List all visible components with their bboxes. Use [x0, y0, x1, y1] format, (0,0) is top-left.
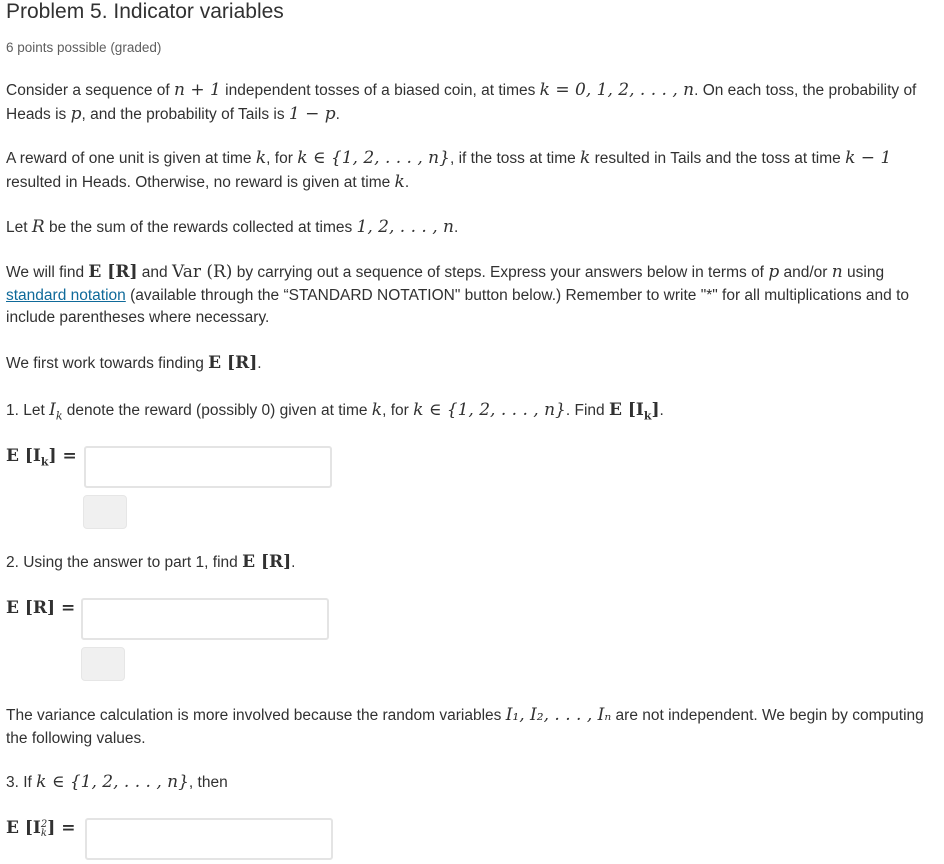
math: R — [31, 217, 45, 237]
math: k ∈ {1, 2, . . . , n} — [297, 148, 450, 168]
question-3-prompt: 3. If k ∈ {1, 2, . . . , n}, then — [6, 772, 228, 792]
question-3-lhs: E [I2 k] = — [6, 818, 76, 839]
math: k — [371, 400, 383, 420]
answer-input-2[interactable] — [81, 598, 329, 640]
math: Var (R) — [171, 262, 233, 282]
math: k — [255, 148, 267, 168]
math: k — [394, 171, 405, 192]
answer-input-3[interactable] — [85, 818, 333, 860]
problem-title: Problem 5. Indicator variables — [6, 0, 284, 23]
answer-preview-1 — [83, 495, 127, 529]
standard-notation-link[interactable]: standard notation — [6, 286, 126, 304]
question-1-prompt: 1. Let $I_k$ denote the reward (possibly 0) given at time k, for k ∈ {1, 2, . . . , n}. Find E $[I_k]$. — [6, 400, 664, 423]
question-2-lhs: E [R] = — [6, 598, 76, 618]
math: E [R] — [88, 262, 138, 282]
intro-paragraph-4: We will find E [R] and Var (R) by carrying out a sequence of steps. Express your answers below in terms of p and/or n using standard notation (available through the “STANDARD NOTATION" button below.) Remember to write "*" for all multiplications and to include parentheses where necessary. — [6, 262, 909, 326]
math: 1 − p — [288, 103, 336, 124]
math: k = 0, 1, 2, . . . , n — [539, 80, 695, 100]
answer-preview-2 — [81, 647, 125, 681]
answer-input-1[interactable] — [84, 446, 332, 488]
math: n + 1 — [174, 80, 221, 100]
math: k ∈ {1, 2, . . . , n} — [413, 400, 566, 420]
intro-paragraph-2: A reward of one unit is given at time k, for k ∈ {1, 2, . . . , n}, if the toss at time k resulted in Tails and the toss at time k − 1 resulted in Heads. Otherwise, no reward is given at time k. — [6, 148, 892, 192]
intro-paragraph-1: Consider a sequence of n + 1 independent tosses of a biased coin, at times k = 0, 1, 2, . . . , n. On each toss, the probability of Heads is p, and the probability of Tails is 1 − p. — [6, 80, 917, 124]
math: k ∈ {1, 2, . . . , n} — [36, 772, 189, 792]
math: 1, 2, . . . , n — [356, 217, 454, 237]
math: E [R] — [208, 353, 258, 373]
math: p — [768, 262, 780, 282]
intro-paragraph-3: Let R be the sum of the rewards collected at times 1, 2, . . . , n. — [6, 217, 459, 237]
math: E $[I_k]$ — [608, 400, 660, 423]
math: I₁, I₂, . . . , Iₙ — [505, 705, 612, 725]
intro-paragraph-5: We first work towards finding E [R]. — [6, 353, 262, 373]
math: n — [831, 262, 843, 282]
math: k — [580, 148, 591, 168]
question-2-prompt: 2. Using the answer to part 1, find E [R]. — [6, 552, 296, 572]
math: p — [70, 103, 82, 124]
variance-intro-paragraph: The variance calculation is more involved because the random variables I₁, I₂, . . . , Iₙ are not independent. We begin by computing the following values. — [6, 705, 924, 747]
math: $I_k$ — [49, 400, 63, 423]
math: k − 1 — [845, 148, 892, 168]
points-label: 6 points possible (graded) — [6, 40, 162, 55]
math: E [R] — [242, 552, 292, 572]
question-1-lhs: E $[I_k]$ = — [6, 446, 77, 469]
